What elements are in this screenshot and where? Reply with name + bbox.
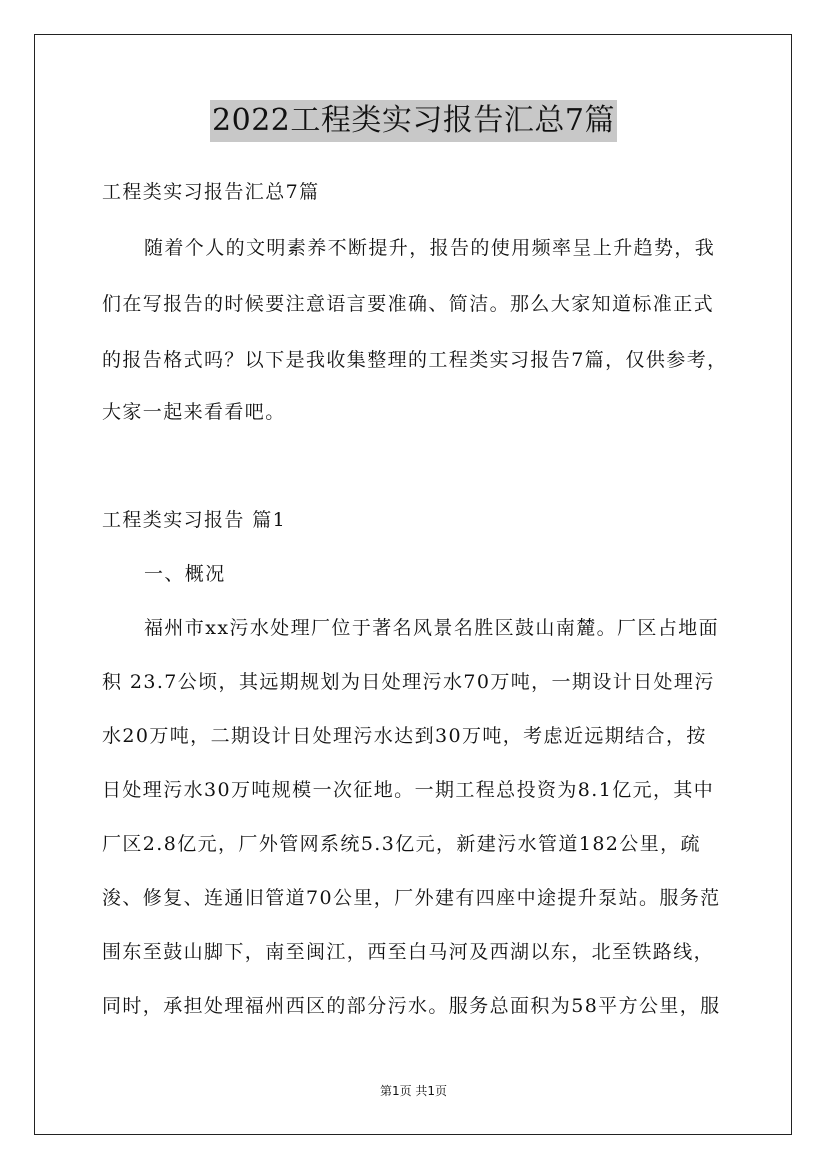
body-line: 日处理污水30万吨规模一次征地。一期工程总投资为8.1亿元，其中 [102,779,715,801]
body-line: 积 23.7公顷，其远期规划为日处理污水70万吨，一期设计日处理污 [102,671,715,693]
section-heading: 工程类实习报告 篇1 [102,509,287,531]
title-container [0,100,827,142]
body-line: 浚、修复、连通旧管道70公里，厂外建有四座中途提升泵站。服务范 [102,887,721,909]
intro-line: 大家一起来看看吧。 [102,401,286,423]
intro-line: 随着个人的文明素养不断提升，报告的使用频率呈上升趋势，我 [144,237,716,259]
body-line: 厂区2.8亿元，厂外管网系统5.3亿元，新建污水管道182公里，疏 [102,833,701,855]
subtitle: 工程类实习报告汇总7篇 [102,181,320,203]
intro-line: 们在写报告的时候要注意语言要准确、简洁。那么大家知道标准正式 [102,293,715,315]
subsection-heading: 一、概况 [144,563,226,585]
body-line: 水20万吨，二期设计日处理污水达到30万吨，考虑近远期结合，按 [102,725,707,747]
document-title: 2022工程类实习报告汇总7篇 [210,100,617,142]
body-line: 围东至鼓山脚下，南至闽江，西至白马河及西湖以东，北至铁路线， [102,941,715,963]
intro-line: 的报告格式吗？以下是我收集整理的工程类实习报告7篇，仅供参考， [102,349,728,371]
body-line: 福州市xx污水处理厂位于著名风景名胜区鼓山南麓。厂区占地面 [144,617,720,639]
body-line: 同时，承担处理福州西区的部分污水。服务总面积为58平方公里，服 [102,995,721,1017]
page-footer: 第1页 共1页 [379,1084,448,1098]
